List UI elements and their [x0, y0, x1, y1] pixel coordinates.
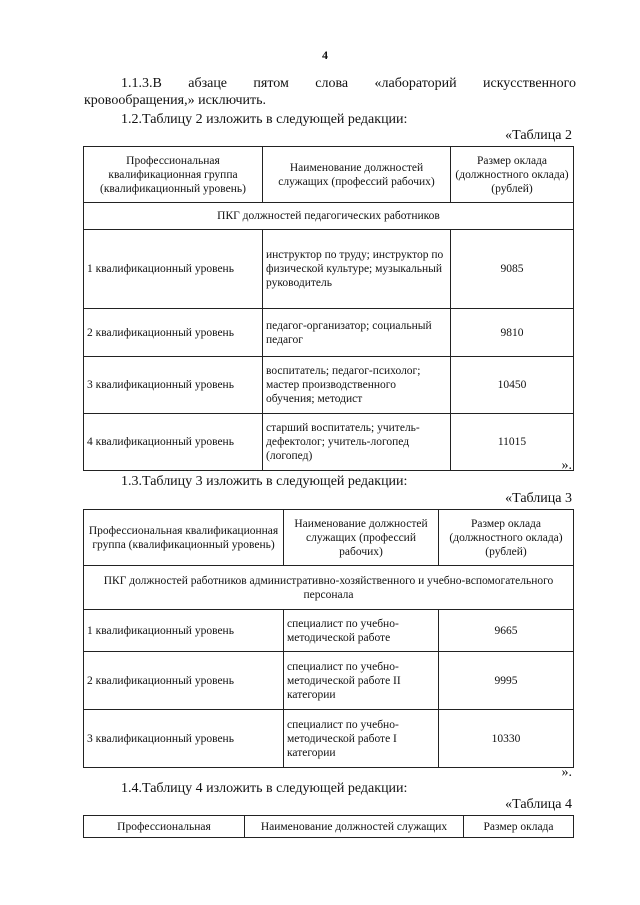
salary-cell: 10330 [439, 710, 574, 768]
word: слова [315, 76, 349, 91]
header-cell-group: Профессиональная [84, 816, 245, 838]
word: пятом [253, 76, 289, 91]
word: абзаце [188, 76, 228, 91]
header-cell-salary: Размер оклада (должностного оклада) (рублей) [451, 147, 574, 203]
table3-caption: «Таблица 3 [505, 491, 572, 506]
paragraph-1-2: 1.2.Таблицу 2 изложить в следующей редакции: [121, 112, 408, 127]
table-header-row [84, 510, 574, 566]
positions-cell: воспитатель; педагог-психолог; мастер производственного обучения; методист [263, 357, 451, 414]
level-cell: 4 квалификационный уровень [84, 414, 263, 471]
paragraph-1-4: 1.4.Таблицу 4 изложить в следующей редакции: [121, 781, 408, 796]
table-row [84, 309, 574, 357]
word: искусственного [483, 76, 576, 91]
header-cell-group: Профессиональная квалификационная группа (квалификационный уровень) [84, 510, 284, 566]
positions-cell: старший воспитатель; учитель-дефектолог; учитель-логопед (логопед) [263, 414, 451, 471]
paragraph-1-1-3-line2: кровообращения,» исключить. [84, 93, 267, 108]
group-row [84, 203, 574, 230]
positions-cell: специалист по учебно-методической работе [284, 610, 439, 652]
group-row [84, 566, 574, 610]
level-cell: 1 квалификационный уровень [84, 230, 263, 309]
group-title: ПКГ должностей работников административно-хозяйственного и учебно-вспомогательного персонала [84, 566, 574, 610]
group-title: ПКГ должностей педагогических работников [84, 203, 574, 230]
word: 1.1.3.В [121, 76, 162, 91]
header-cell-positions: Наименование должностей служащих (профессий рабочих) [284, 510, 439, 566]
level-cell: 3 квалификационный уровень [84, 357, 263, 414]
page-number: 4 [322, 48, 328, 62]
salary-cell: 9085 [451, 230, 574, 309]
table4-caption: «Таблица 4 [505, 797, 572, 812]
table-4 [83, 815, 574, 838]
level-cell: 3 квалификационный уровень [84, 710, 284, 768]
paragraph-1-1-3 [84, 75, 576, 109]
positions-cell: специалист по учебно-методической работе II категории [284, 652, 439, 710]
table-row [84, 610, 574, 652]
table2-end-quote: ». [561, 458, 572, 473]
header-cell-salary: Размер оклада (должностного оклада) (рублей) [439, 510, 574, 566]
level-cell: 2 квалификационный уровень [84, 652, 284, 710]
table-header-row [84, 816, 574, 838]
table-3 [83, 509, 574, 768]
salary-cell: 9995 [439, 652, 574, 710]
table-row [84, 652, 574, 710]
table-row [84, 357, 574, 414]
table-row [84, 710, 574, 768]
level-cell: 1 квалификационный уровень [84, 610, 284, 652]
table-header-row [84, 147, 574, 203]
table2-caption: «Таблица 2 [505, 128, 572, 143]
level-cell: 2 квалификационный уровень [84, 309, 263, 357]
word: «лабораторий [374, 76, 457, 91]
salary-cell: 9810 [451, 309, 574, 357]
positions-cell: педагог-организатор; социальный педагог [263, 309, 451, 357]
header-cell-group: Профессиональная квалификационная группа (квалификационный уровень) [84, 147, 263, 203]
table3-end-quote: ». [561, 765, 572, 780]
positions-cell: инструктор по труду; инструктор по физической культуре; музыкальный руководитель [263, 230, 451, 309]
positions-cell: специалист по учебно-методической работе I категории [284, 710, 439, 768]
table-row [84, 230, 574, 309]
header-cell-positions: Наименование должностей служащих (профессий рабочих) [263, 147, 451, 203]
salary-cell: 9665 [439, 610, 574, 652]
header-cell-positions: Наименование должностей служащих [245, 816, 464, 838]
table-2 [83, 146, 574, 471]
salary-cell: 11015 [451, 414, 574, 471]
header-cell-salary: Размер оклада [464, 816, 574, 838]
table-row [84, 414, 574, 471]
paragraph-1-3: 1.3.Таблицу 3 изложить в следующей редакции: [121, 474, 408, 489]
salary-cell: 10450 [451, 357, 574, 414]
paragraph-1-1-3-line1 [84, 75, 576, 92]
